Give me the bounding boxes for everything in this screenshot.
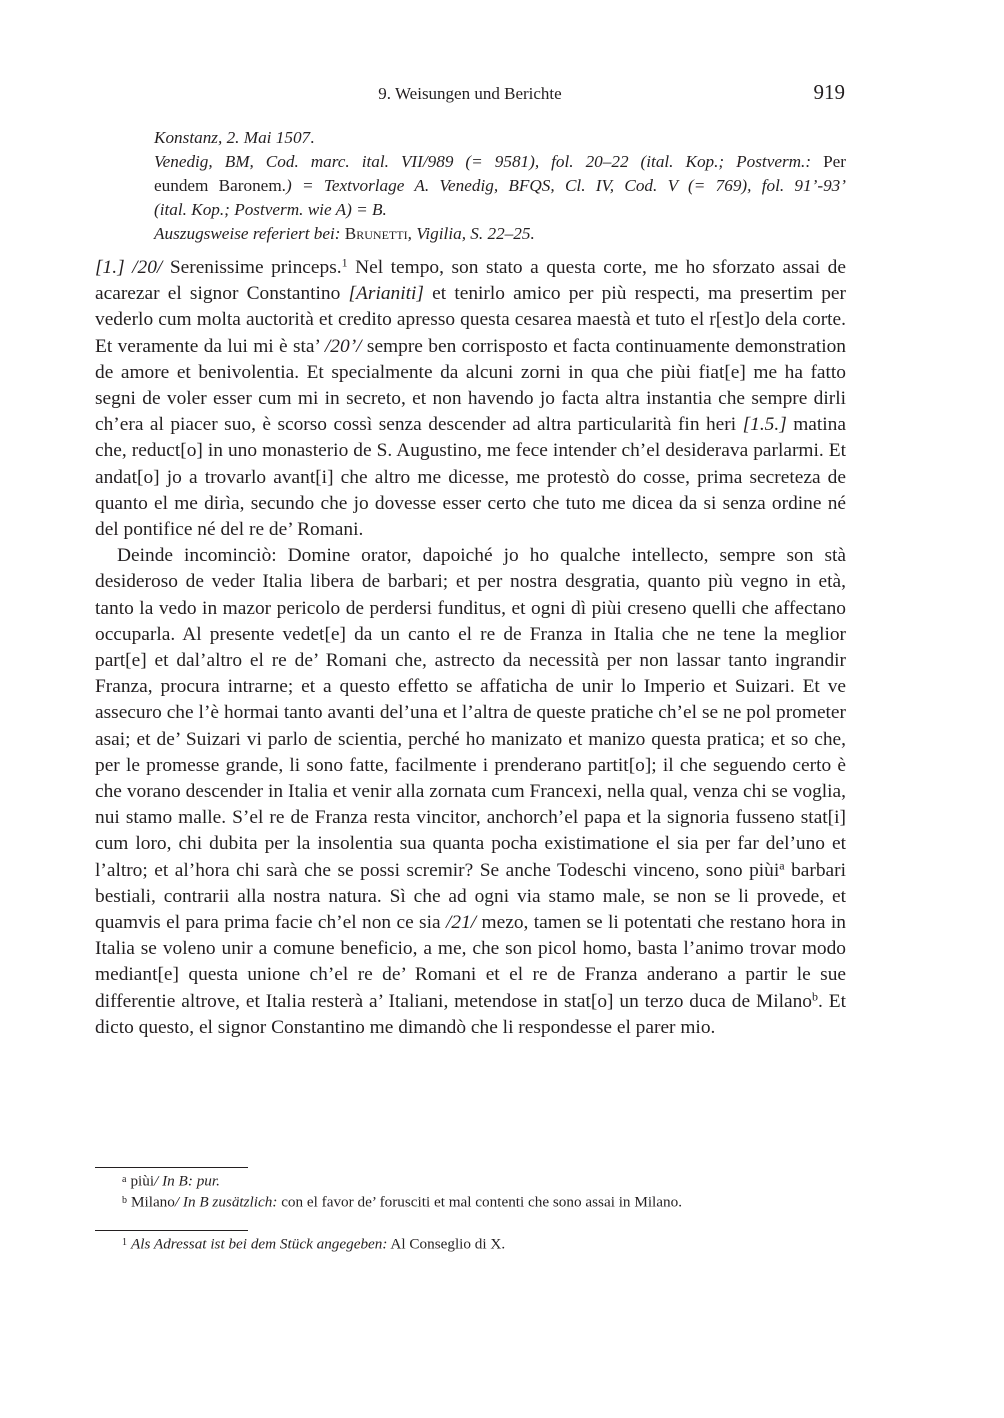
footnote-b-mark: b xyxy=(122,1195,127,1206)
footnote-1-label: Als Adressat ist bei dem Stück angegeben: xyxy=(131,1235,388,1253)
footnote-rule-commentary xyxy=(95,1230,248,1231)
paragraph-1 xyxy=(95,255,846,543)
section-ref: [1.] /20/ xyxy=(95,257,163,278)
excerpt-line xyxy=(154,222,846,246)
p2-text-a: Deinde incominciò: Domine orator, dapoiché jo ho qualche intellecto, sempre son stà desideroso de veder Italia libera de barbari; et per nostra desgratia, quanto più vegno in età, tanto la vedo in mazor pericolo de perdersi funditus, et ogni dì piùi creseno quelli che affectano occuparla. Al presente vedet[e] da un canto el re de Franza in Italia che ne tene la meglior part[e] et dal’altro el re de’ Romani che, astrecto da necessità per non lassar tanto ingrandir Franza, procura intrarne; et a questo effetto se affaticha de unir lo Imperio et Suizari. Et ve assecuro che l’è hormai tanto avanti del’una et l’altra de queste pratiche ch’el se ne pol prometer asai; et de’ Suizari vi parlo de scientia, perché ho manizato et manizo questa pratica; et so che, per le promesse grande, li sono fatte, facilmente i prenderano partit[o]; il che seguendo certo è che vorano descender in Italia et venir alla zornata cum Francexi, nella qual, venza chi se voglia, nui stamo malle. S’el re de Franza resta vincitor, anchorch’el papa et la signoria fusseno stat[i] cum loro, chi dubita per la insolentia sua quanta pocha existimatione el sia per far del’uno et l’altro; et al’hora chi sarà che se possi scremir? Se anche Todeschi vinceno, sono piùi xyxy=(95,545,846,881)
footnote-a-note: / In B: pur. xyxy=(154,1172,220,1190)
page-number: 919 xyxy=(813,80,845,104)
source-line-2 xyxy=(154,174,846,198)
p2-text-b: barbari bestiali, contrarii alla nostra natura. Sì che ad ogni via stamo male, se non se li provede, et quamvis el para prima facie ch’el non ce sia xyxy=(95,859,846,934)
p1-text-a: Serenissime princeps. xyxy=(162,257,342,278)
running-title: 9. Weisungen und Berichte xyxy=(378,84,562,103)
p1-text-b: Nel tempo, son stato a questa corte, me ho sforzato assai de acarezar el signor Constantino xyxy=(95,257,846,305)
editorial-name: [Arianiti] xyxy=(348,283,424,305)
excerpt-ref: , Vigilia, S. 22–25. xyxy=(407,224,535,243)
running-head xyxy=(95,80,845,108)
p2-text-c: mezo, tamen se li potentati che restano hora in Italia se voleno unir a comune beneficio, a me, che son picol homo, basta l’animo trovar modo mediant[e] questa unione ch’el re de’ Romani et el re de Franza anderano a partir le sue differentie altrove, et Italia resterà a’ Italiani, metendose in stat[o] un terzo duca de Milano xyxy=(95,912,847,1012)
footnote-b-text: con el favor de’ forusciti et mal contenti che sono assai in Milano. xyxy=(277,1193,682,1211)
p1-text-d: sempre ben corrisposto et facta continuamente demonstration de amore et benivolentia. Et specialmente da alcuni zorni in qua che piùi fiat[e] me ha fatto segni de voler esser cum mi in secreto, et non havendo jo facta altra instantia che sempre dirli ch’era al piacer suo, è scorso cossì senza descender ad altra particularità fin heri xyxy=(95,335,846,436)
footnote-1-mark: 1 xyxy=(122,1237,127,1248)
editorial-date: [1.5.] xyxy=(742,414,787,436)
footnote-ref-b: b xyxy=(812,989,819,1004)
footnote-ref-1: 1 xyxy=(341,255,348,270)
date-place: Konstanz, 2. Mai 1507 xyxy=(154,128,311,147)
excerpt-author: Brunetti xyxy=(344,224,408,243)
source-2: eundem Baronem. xyxy=(154,176,286,195)
p1-text-e: matina che, reduct[o] in uno monasterio de S. Augustino, me fece intender ch’el desiderava parlarmi. Et andat[o] jo a trovarlo avant[i] che altro me dicesse, me protestò do cosse, prima secreteza de quanto el me dirìa, secundo che jo dovesse esser certo che tuto me dicea da si senza ordine né del pontifice né del re de’ Romani. xyxy=(95,414,846,541)
body-text xyxy=(95,255,846,1041)
source-line-3: (ital. Kop.; Postverm. wie A) = B. xyxy=(154,200,387,219)
paragraph-2 xyxy=(95,543,846,1041)
date-place-line: Konstanz, 2. Mai 1507. xyxy=(154,128,315,147)
footnote-a-mark: a xyxy=(122,1174,127,1185)
footnote-1 xyxy=(122,1233,842,1255)
p1-text-c: et tenirlo amico per più respecti, ma presertim per vederlo cum molta auctorità et credito apresso questa cesarea maestà et tuto el r[est]o dela corte. Et veramente da lui mi è sta’ xyxy=(95,283,846,357)
source-line-1 xyxy=(154,150,846,174)
footnote-b xyxy=(122,1191,842,1213)
folio-ref-21: /21/ xyxy=(445,912,477,934)
source-1-roman: Per xyxy=(811,152,847,171)
footnote-a-word: piùi xyxy=(130,1172,155,1190)
footnote-b-label: / In B zusätzlich: xyxy=(174,1193,278,1211)
excerpt-label: Auszugsweise referiert bei: xyxy=(154,224,341,243)
footnote-b-word: Milano xyxy=(131,1193,175,1211)
source-2-italic: ) = Textvorlage A. Venedig, BFQS, Cl. IV, Cod. V (= 769), fol. 91’-93’ xyxy=(285,176,846,195)
p2-text-d: . Et dicto questo, el signor Constantino me dimandò che li respondesse el parer mio. xyxy=(95,990,846,1038)
folio-ref: /20’/ xyxy=(324,335,362,357)
footnote-rule-textcritical xyxy=(95,1167,248,1168)
source-1: Venedig, BM, Cod. marc. ital. VII/989 (= 9581), fol. 20–22 (ital. Kop.; Postverm.: xyxy=(154,152,812,171)
footnote-ref-a: a xyxy=(779,858,785,873)
document-header xyxy=(154,126,846,246)
footnote-a xyxy=(122,1170,842,1192)
footnote-1-text: Al Conseglio di X. xyxy=(387,1235,506,1253)
